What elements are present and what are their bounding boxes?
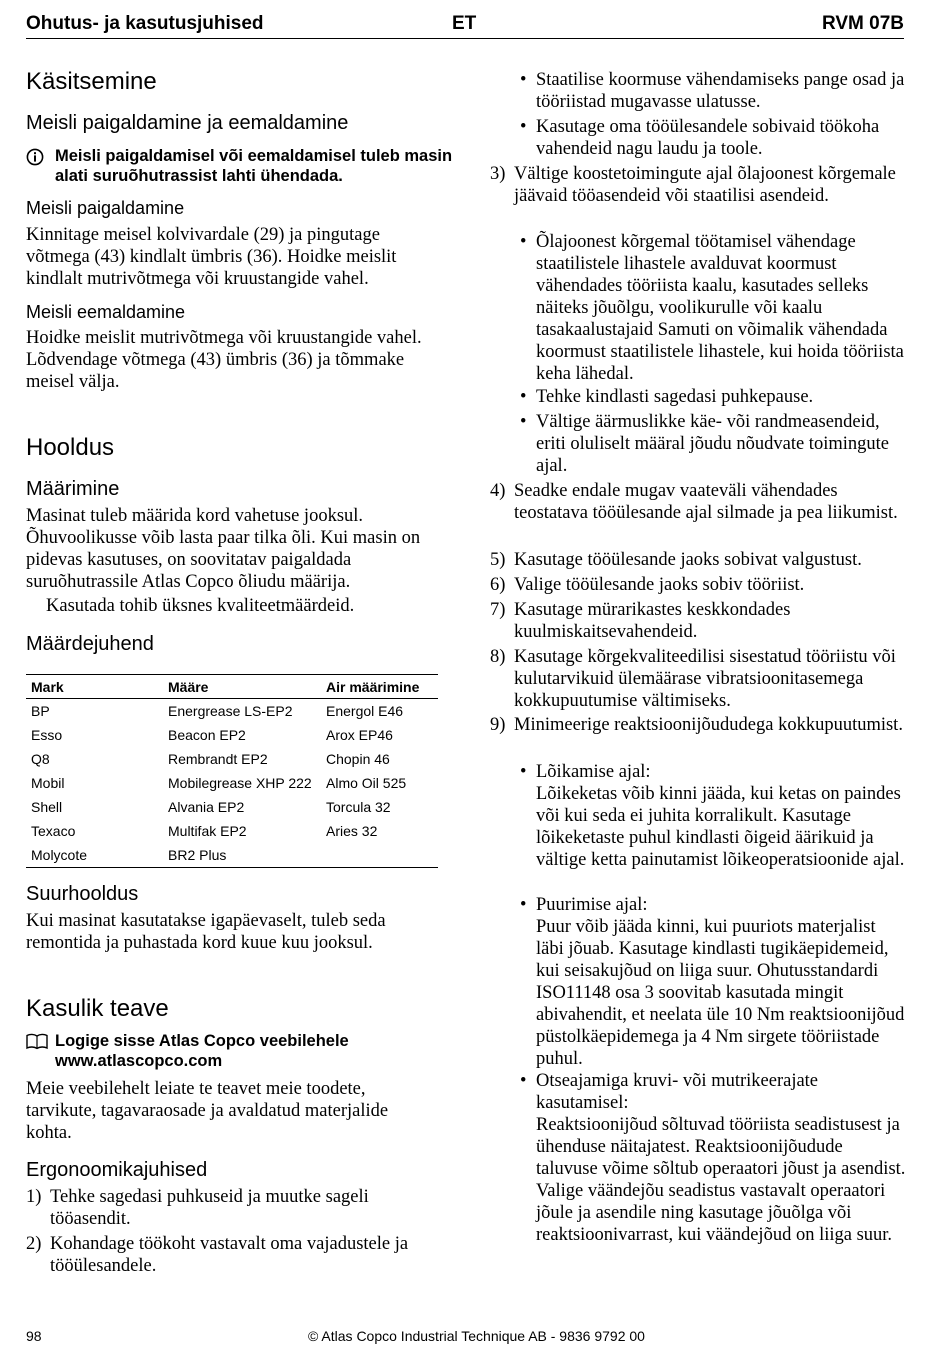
bullet-heading: Otseajamiga kruvi- või mutrikeerajate kasutamisel:: [536, 1071, 819, 1113]
bullet-text: Tehke kindlasti sagedasi puhkepause.: [536, 387, 814, 407]
table-cell: BR2 Plus: [168, 847, 227, 863]
list-item-number: 8): [490, 647, 506, 667]
overhaul-text: Kui masinat kasutatakse igapäevaselt, tuleb seda remontida ja puhastada kord kuue kuu jooksul.: [26, 911, 386, 953]
bullet-item: [518, 231, 906, 385]
page-header: [26, 10, 904, 39]
bullet-text: Õlajoonest kõrgemal töötamisel vähendage staatilistele lihastele avalduvat koormust vähendades tööriista kaalu, kasutades selleks näiteks jõuõlgu, voolikurulle või kaalu tasakaalustajaid Samuti on võimalik vähendada koormust staatilistele lihastele, kui hoida tööriista keha lähedal.: [536, 232, 904, 384]
column-header-air-lube: Air määrimine: [321, 675, 438, 699]
list-item-number: 3): [490, 164, 506, 184]
list-item: [490, 599, 904, 643]
bullet-icon: •: [520, 117, 527, 137]
table-cell: BP: [31, 703, 50, 719]
bullet-icon: •: [520, 1071, 527, 1091]
list-item-number: 7): [490, 600, 506, 620]
list-item-text: Tehke sagedasi puhkuseid ja muutke sageli tööasendit.: [50, 1187, 369, 1229]
bullet-heading: Lõikamise ajal:: [536, 762, 651, 782]
header-model: RVM 07B: [821, 13, 904, 34]
warning-note-text: Meisli paigaldamisel või eemaldamisel tuleb masin alati suruõhutrassist lahti ühendada.: [55, 147, 453, 185]
footer-copyright: © Atlas Copco Industrial Technique AB - 9836 9792 00: [308, 1328, 645, 1344]
table-cell: Alvania EP2: [168, 799, 245, 815]
lubrication-table: [26, 674, 438, 868]
list-item-number: 1): [26, 1187, 42, 1207]
bullet-item-cutting: [518, 761, 906, 871]
install-title: Meisli paigaldamine: [26, 198, 185, 218]
bullet-text: Staatilise koormuse vähendamiseks pange osad ja tööriistad mugavasse ulatusse.: [536, 70, 905, 112]
list-item-text: Minimeerige reaktsioonijõududega kokkupuutumist.: [514, 715, 903, 735]
list-item: [490, 646, 906, 712]
table-cell: Energol E46: [326, 703, 404, 719]
warning-note: [26, 146, 455, 186]
ergonomics-title: Ergonoomikajuhised: [26, 1159, 208, 1181]
overhaul-title: Suurhooldus: [26, 883, 139, 905]
bullet-icon: •: [520, 895, 527, 915]
table-cell: Rembrandt EP2: [168, 751, 268, 767]
table-header-row: [26, 675, 438, 699]
bullet-text: Lõikeketas võib kinni jääda, kui ketas on paindes või kui seda ei juhita korralikult. Kasutage lõikeketaste puhul kindlasti õigeid äärikuid ja vältige ketta painutamist lõikeoperatsioonide ajal.: [536, 784, 905, 870]
table-cell: Esso: [31, 727, 63, 743]
table-cell: Mobil: [31, 775, 65, 791]
section-title-handling: Käsitsemine: [26, 68, 157, 95]
list-item: [26, 1233, 438, 1277]
bullet-text: Reaktsioonijõud sõltuvad tööriista seadistusest ja ühenduse näitajatest. Reaktsioonijõudude taluvuse võime sõltub operaatori jõust ja asendist. Valige väändejõu seadistus vastavalt operaatori jõule ja asendile ning kasutage jõuõlga või reaktsioonivarrast, kui väändejõud on liiga suur.: [536, 1115, 906, 1245]
bullet-item: [518, 116, 906, 160]
list-item: [490, 480, 904, 524]
book-icon: [26, 1033, 48, 1055]
bullet-heading: Puurimise ajal:: [536, 895, 648, 915]
table-cell: Energrease LS-EP2: [168, 703, 293, 719]
table-cell: Mobilegrease XHP 222: [168, 775, 312, 791]
table-cell: Chopin 46: [326, 751, 390, 767]
bullet-icon: •: [520, 232, 527, 252]
section-title-useful-info: Kasulik teave: [26, 995, 169, 1022]
website-note-line1: Logige sisse Atlas Copco veebilehele: [55, 1032, 349, 1050]
website-text: Meie veebilehelt leiate te teavet meie toodete, tarvikute, tagavaraosade ja avaldatud materjalide kohta.: [26, 1079, 389, 1143]
table-cell: Arox EP46: [326, 727, 393, 743]
remove-text: Hoidke meislit mutrivõtmega või kruustangide vahel. Lõdvendage võtmega (43) ümbris (36) ja tõmmake meisel välja.: [26, 328, 422, 392]
table-cell: Torcula 32: [326, 799, 391, 815]
list-item-text: Vältige koostetoimingute ajal õlajoonest kõrgemale jäävaid tööasendeid või staatilisi asendeid.: [514, 164, 896, 206]
bullet-icon: •: [520, 412, 527, 432]
list-item: [490, 163, 904, 207]
list-item: [490, 574, 904, 596]
list-item-text: Kasutage mürarikastes keskkondades kuulmiskaitsevahendeid.: [514, 600, 791, 642]
table-row: [26, 771, 438, 795]
bullet-item-screwdriver: [518, 1070, 906, 1246]
list-item-number: 5): [490, 550, 506, 570]
table-cell: Texaco: [31, 823, 76, 839]
lubrication-title: Määrimine: [26, 478, 120, 500]
table-cell: Multifak EP2: [168, 823, 247, 839]
list-item-number: 6): [490, 575, 506, 595]
table-cell: Shell: [31, 799, 63, 815]
list-item-number: 9): [490, 715, 506, 735]
table-row: [26, 723, 438, 747]
bullet-item: [518, 69, 906, 113]
lubrication-text-quality: Kasutada tohib üksnes kvaliteetmäärdeid.: [46, 596, 355, 616]
table-row: [26, 843, 438, 868]
bullet-item: [518, 386, 906, 408]
list-item-number: 4): [490, 481, 506, 501]
list-item-text: Seadke endale mugav vaateväli vähendades teostatava tööülesande ajal silmade ja pea liikumist.: [514, 481, 898, 523]
bullet-item: [518, 411, 906, 477]
list-item-text: Kasutage tööülesande jaoks sobivat valgustust.: [514, 550, 862, 570]
table-cell: Q8: [31, 751, 50, 767]
table-row: [26, 699, 438, 724]
bullet-text: Puur võib jääda kinni, kui puuriots materjalist läbi jõuab. Kasutage kindlasti tugikäepidemeid, kui seisakujõud on liiga suur. Ohutusstandardi ISO11148 osa 3 soovitab kasutada mingit abivahendit, et neelata üle 10 Nm reaktsioonijõud püstolkäepidemega ja 4 Nm sirgete tööriistade puhul.: [536, 917, 905, 1069]
install-text: Kinnitage meisel kolvivardale (29) ja pingutage võtmega (43) kindlalt ümbris (36). Hoidke meislit kindlalt mutrivõtmega või kruustangide vahel.: [26, 225, 397, 289]
section-title-maintenance: Hooldus: [26, 434, 115, 461]
subsection-title-chisel: Meisli paigaldamine ja eemaldamine: [26, 112, 349, 134]
table-cell: Aries 32: [326, 823, 378, 839]
header-title: Ohutus- ja kasutusjuhised: [26, 13, 264, 34]
page-number: 98: [26, 1328, 42, 1344]
list-item: [490, 549, 906, 571]
column-header-brand: Mark: [26, 675, 163, 699]
list-item: [26, 1186, 438, 1230]
lubrication-guide-title: Määrdejuhend: [26, 633, 154, 655]
table-row: [26, 747, 438, 771]
website-link[interactable]: www.atlascopco.com: [55, 1052, 223, 1070]
lubrication-text: Masinat tuleb määrida kord vahetuse jooksul. Õhuvoolikusse võib lasta paar tilka õli. Kui masin on pidevas kasutuses, on soovitatav paigaldada suruõhutrassile Atlas Copco õliudu määrija.: [26, 506, 421, 592]
info-icon: [26, 148, 44, 171]
column-header-grease: Määre: [163, 675, 321, 699]
list-item-number: 2): [26, 1234, 42, 1254]
table-row: [26, 795, 438, 819]
list-item-text: Kasutage kõrgekvaliteedilisi sisestatud tööriistu või kulutarvikuid ülemäärase vibratsioonitasemega kokkupuutumise vältimiseks.: [514, 647, 896, 711]
table-cell: Almo Oil 525: [326, 775, 407, 791]
bullet-item-drilling: [518, 894, 906, 1070]
list-item-text: Kohandage töökoht vastavalt oma vajadustele ja tööülesandele.: [50, 1234, 409, 1276]
table-cell: [321, 843, 438, 868]
bullet-text: Vältige äärmuslikke käe- või randmeasendeid, eriti oluliselt määral jõudu nõudvate toimingute ajal.: [536, 412, 889, 476]
table-cell: Molycote: [31, 847, 88, 863]
bullet-icon: •: [520, 387, 527, 407]
list-item-text: Valige tööülesande jaoks sobiv tööriist.: [514, 575, 805, 595]
table-row: [26, 819, 438, 843]
header-language: ET: [452, 13, 477, 34]
remove-title: Meisli eemaldamine: [26, 302, 186, 322]
bullet-icon: •: [520, 762, 527, 782]
website-note: [26, 1031, 455, 1071]
bullet-text: Kasutage oma tööülesandele sobivaid töökoha vahendeid nagu laudu ja toole.: [536, 117, 880, 159]
bullet-icon: •: [520, 70, 527, 90]
table-cell: Beacon EP2: [168, 727, 246, 743]
list-item: [490, 714, 904, 736]
